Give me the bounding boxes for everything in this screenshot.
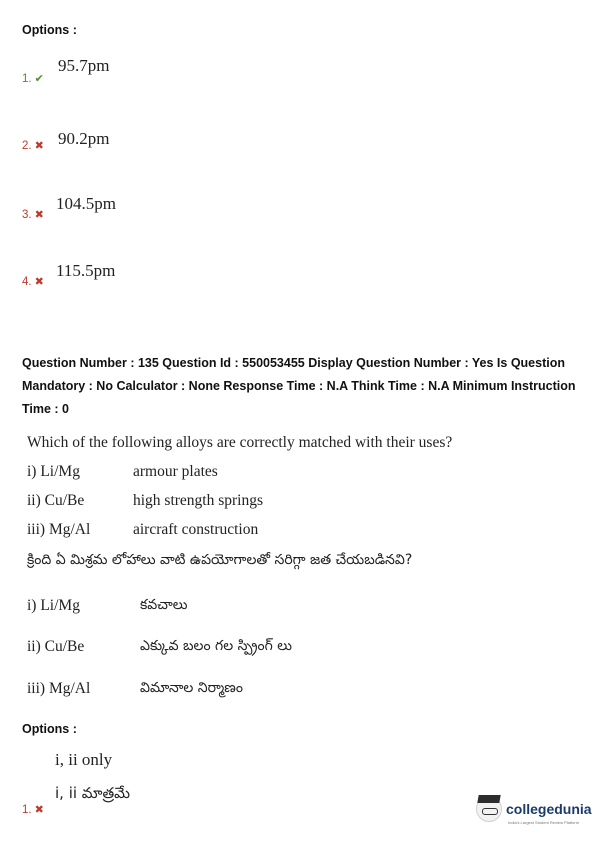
match-right: armour plates xyxy=(133,463,218,480)
match-left: ii) Cu/Be xyxy=(27,492,85,509)
question-text-te: క్రింది ఏ మిశ్రమ లోహాలు వాటి ఉపయోగాలతో సరిగ్గా జత చేయబడినవి? xyxy=(27,552,413,568)
question-text-en: Which of the following alloys are correctly matched with their uses? xyxy=(27,434,453,451)
question-meta-line: Time : 0 xyxy=(22,402,70,416)
option-value: 115.5pm xyxy=(56,261,116,280)
option-number: 2. ✖ xyxy=(22,140,44,152)
match-left-te: i) Li/Mg xyxy=(27,597,80,614)
question-meta-line: Question Number : 135 Question Id : 550053455 Display Question Number : Yes Is Question xyxy=(22,356,565,370)
cross-icon: ✖ xyxy=(34,276,44,288)
match-right-te: ఎక్కువ బలం గల స్ప్రింగ్ లు xyxy=(140,638,293,654)
option-value-en: i, ii only xyxy=(55,750,113,769)
mascot-icon xyxy=(476,796,502,822)
cross-icon: ✖ xyxy=(34,804,44,816)
options-label: Options : xyxy=(22,23,77,37)
cross-icon: ✖ xyxy=(34,140,44,152)
match-left: i) Li/Mg xyxy=(27,463,80,480)
option-value-te: i, ii మాత్రమే xyxy=(55,784,131,802)
option-number: 1. ✖ xyxy=(22,804,44,816)
options-label: Options : xyxy=(22,722,77,736)
match-left-te: iii) Mg/Al xyxy=(27,680,91,697)
option-value: 95.7pm xyxy=(58,56,110,75)
option-value: 90.2pm xyxy=(58,129,110,148)
option-number: 1. ✔ xyxy=(22,73,44,85)
question-meta-line: Mandatory : No Calculator : None Response Time : N.A Think Time : N.A Minimum Instruction xyxy=(22,379,576,393)
collegedunia-logo xyxy=(476,796,592,825)
logo-text: collegedunia xyxy=(506,801,592,817)
option-value: 104.5pm xyxy=(56,194,116,213)
option-number: 3. ✖ xyxy=(22,209,44,221)
match-right-te: కవచాలు xyxy=(140,597,188,613)
option-number: 4. ✖ xyxy=(22,276,44,288)
logo-tagline: India's Largest Student Review Platform xyxy=(508,820,580,825)
check-icon: ✔ xyxy=(34,73,44,85)
match-right: aircraft construction xyxy=(133,521,259,538)
cross-icon: ✖ xyxy=(34,209,44,221)
match-right: high strength springs xyxy=(133,492,264,509)
match-left: iii) Mg/Al xyxy=(27,521,91,538)
question-meta xyxy=(22,352,587,421)
match-right-te: విమానాల నిర్మాణం xyxy=(140,680,243,696)
match-left-te: ii) Cu/Be xyxy=(27,638,85,655)
